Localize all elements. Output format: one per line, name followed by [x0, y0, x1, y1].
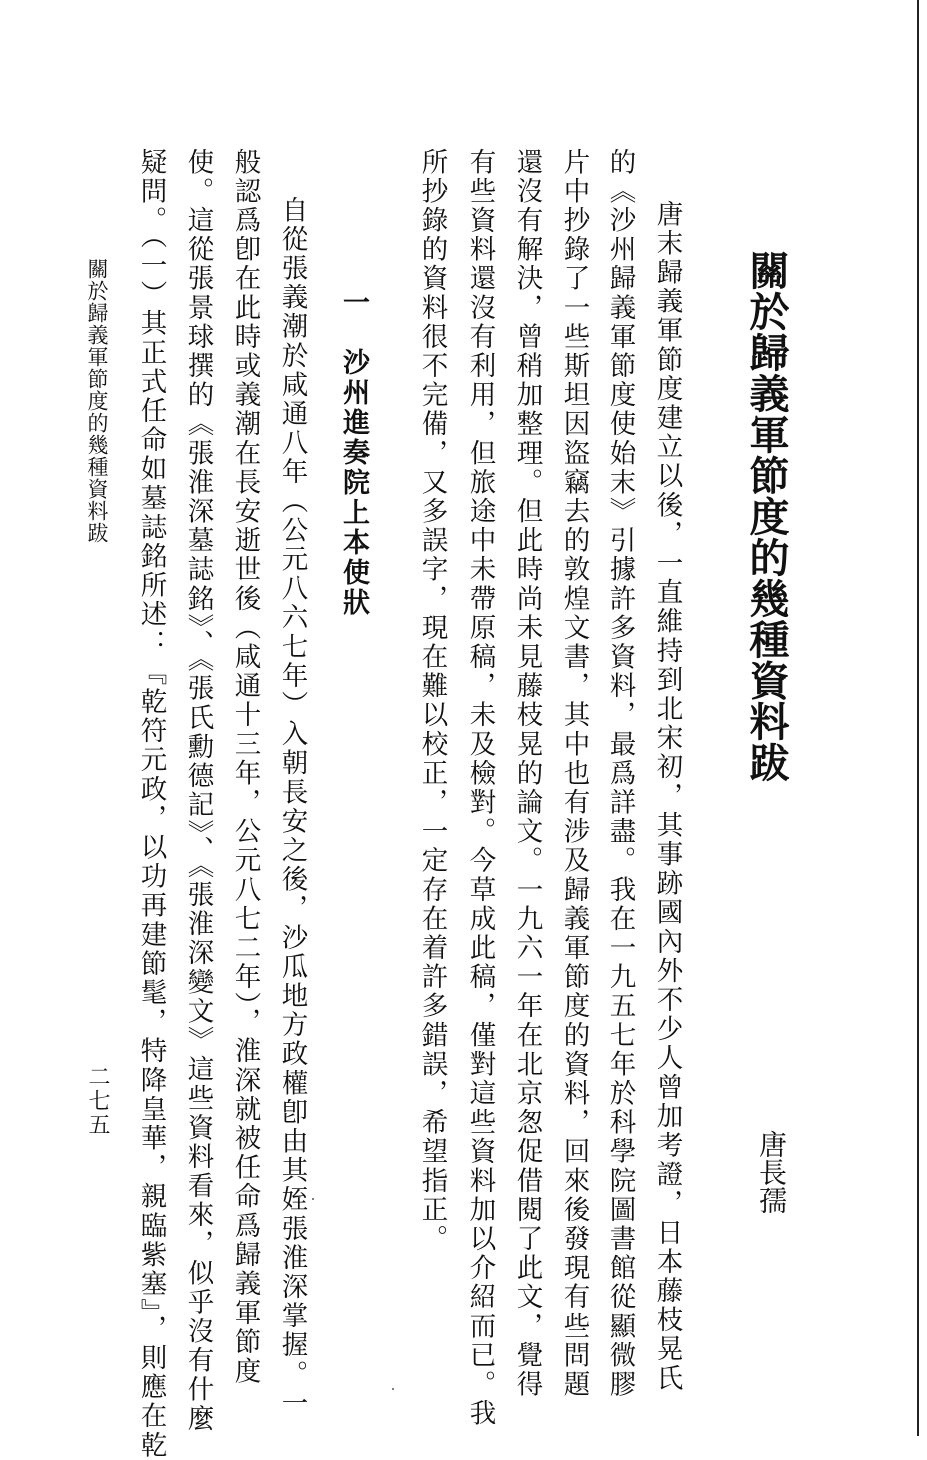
paragraph-line: 使。這從張景球撰的《張淮深墓誌銘》、《張氏勳德記》、《張淮深變文》這些資料看來，似乎沒有什麼	[182, 148, 214, 1434]
scan-border	[917, 0, 919, 1436]
paragraph-line: 自從張義潮於咸通八年（公元八六七年）入朝長安之後，沙瓜地方政權卽由其姪張淮深掌握。一	[276, 196, 308, 1419]
author-name: 唐長孺	[755, 1130, 788, 1214]
scan-speck	[392, 1388, 394, 1390]
page-title: 關於歸義軍節度的幾種資料跋	[743, 250, 790, 783]
paragraph-line: 疑問。（一）其正式任命如墓誌銘所述：『乾符元政，以功再建節髦，特降皇華，親臨紫塞』，則應在乾	[135, 148, 167, 1460]
page-number: 二七五	[85, 1065, 110, 1137]
paragraph-line: 般認爲卽在此時或義潮在長安逝世後（咸通十三年，公元八七二年），淮深就被任命爲歸義軍節度	[229, 148, 261, 1387]
paragraph-line: 還沒有解決，曾稍加整理。但此時尚未見藤枝晃的論文。一九六一年在北京怱促借閱了此文，覺得	[511, 148, 543, 1400]
paragraph-line: 所抄錄的資料很不完備，又多誤字，現在難以校正，一定存在着許多錯誤，希望指正。	[416, 148, 448, 1254]
section-heading: 一 沙州進奏院上本使狀	[338, 288, 369, 618]
paragraph-line: 的《沙州歸義軍節度使始末》引據許多資料，最爲詳盡。我在一九五七年於科學院圖書館從顯微膠	[604, 148, 636, 1400]
paragraph-line: 片中抄錄了一些斯坦因盜竊去的敦煌文書，其中也有涉及歸義軍節度的資料，回來後發現有些問題	[558, 148, 590, 1400]
paragraph-line: 唐末歸義軍節度建立以後，一直維持到北宋初，其事跡國內外不少人曾加考證，日本藤枝晃氏	[651, 200, 683, 1394]
running-head: 關於歸義軍節度的幾種資料跋	[85, 258, 109, 544]
scan-speck	[312, 1198, 314, 1200]
paragraph-line: 有些資料還沒有利用，但旅途中未帶原稿，未及檢對。今草成此稿，僅對這些資料加以介紹而已。我	[464, 148, 496, 1429]
